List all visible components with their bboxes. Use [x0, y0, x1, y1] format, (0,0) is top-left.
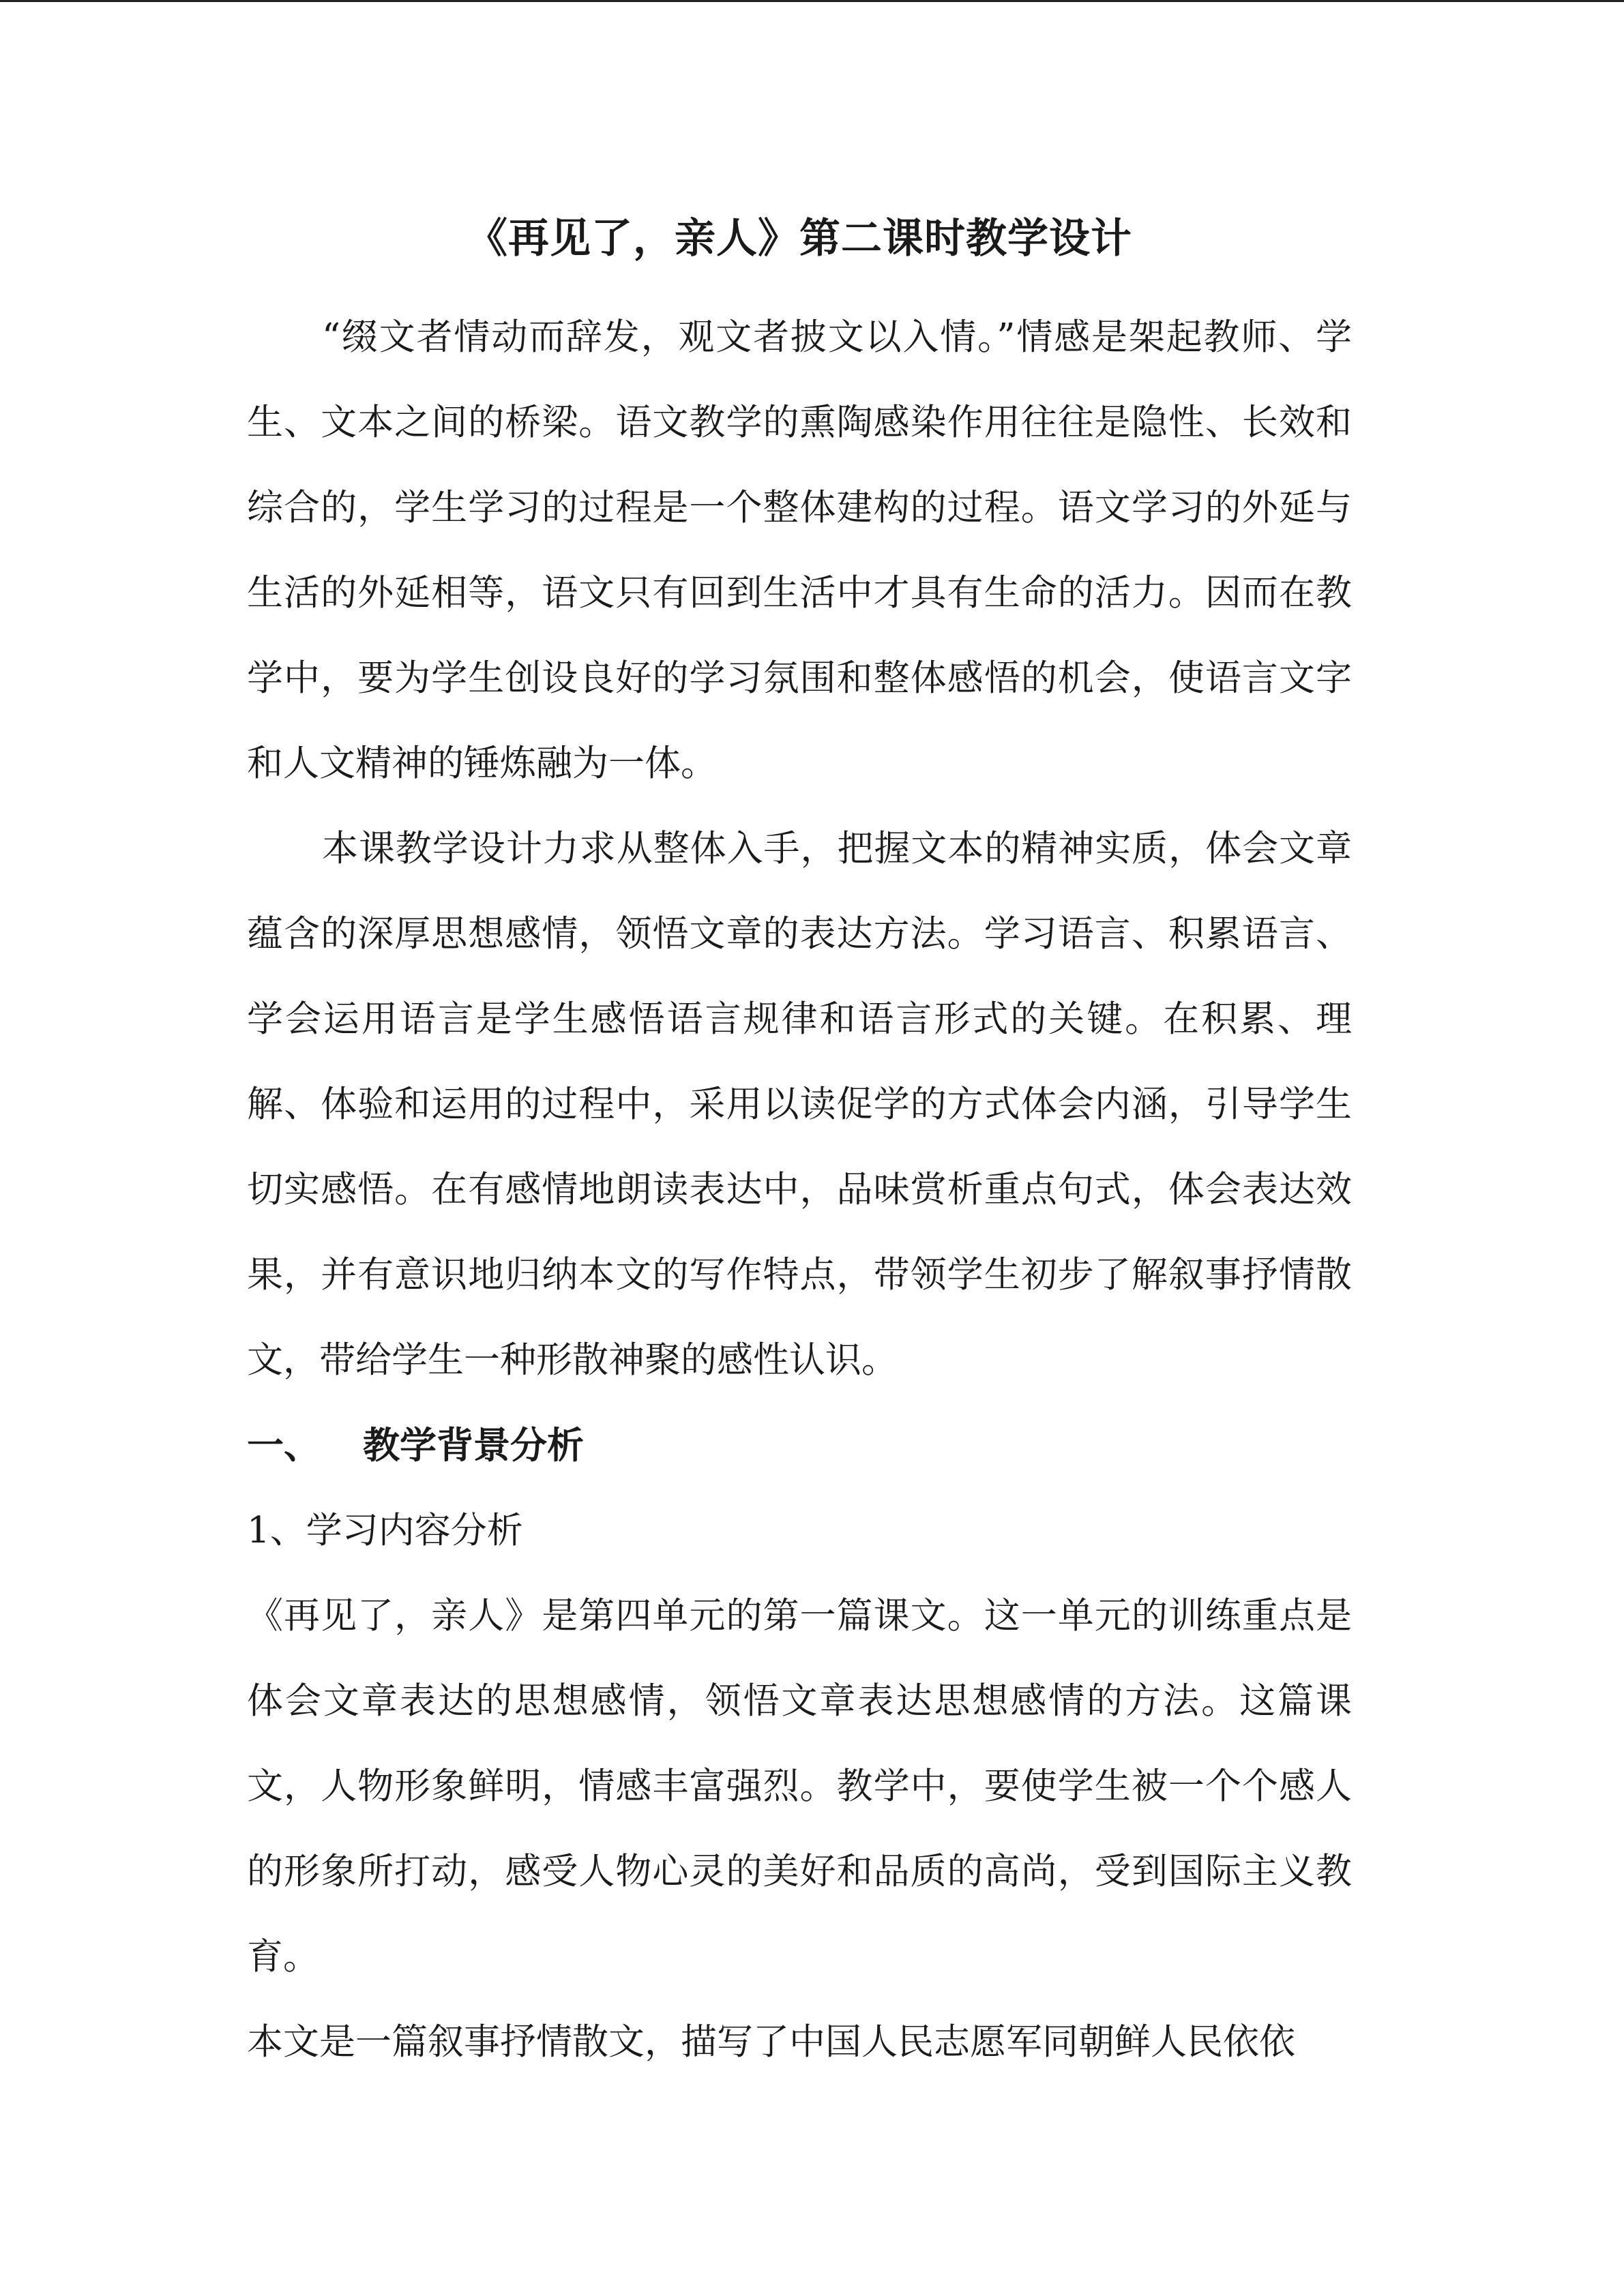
section-paragraph-2: 本文是一篇叙事抒情散文，描写了中国人民志愿军同朝鲜人民依依	[247, 2021, 1295, 2063]
section-number: 一、	[247, 1424, 321, 1467]
subsection-heading: 1、学习内容分析	[247, 1510, 523, 1551]
document-title: 《再见了，亲人》第二课时教学设计	[467, 215, 1132, 263]
document-body	[247, 205, 1352, 2085]
intro-paragraph-2: 本课教学设计力求从整体入手，把握文本的精神实质，体会文章蕴含的深厚思想感情，领悟文章的表达方法。学习语言、积累语言、学会运用语言是学生感悟语言规律和语言形式的关键。在积累、理解、体验和运用的过程中，采用以读促学的方式体会内涵，引导学生切实感悟。在有感情地朗读表达中，品味赏析重点句式，体会表达效果，并有意识地归纳本文的写作特点，带领学生初步了解叙事抒情散文，带给学生一种形散神聚的感性认识。	[247, 828, 1352, 1381]
section-paragraph-1: 《再见了，亲人》是第四单元的第一篇课文。这一单元的训练重点是体会文章表达的思想感情，领悟文章表达思想感情的方法。这篇课文，人物形象鲜明，情感丰富强烈。教学中，要使学生被一个个感人的形象所打动，感受人物心灵的美好和品质的高尚，受到国际主义教育。	[247, 1595, 1352, 1978]
section-heading	[247, 1403, 1352, 1488]
intro-paragraph-1: “缀文者情动而辞发，观文者披文以入情。”情感是架起教师、学生、文本之间的桥梁。语文教学的熏陶感染作用往往是隐性、长效和综合的，学生学习的过程是一个整体建构的过程。语文学习的外延与生活的外延相等，语文只有回到生活中才具有生命的活力。因而在教学中，要为学生创设良好的学习氛围和整体感悟的机会，使语言文字和人文精神的锤炼融为一体。	[247, 316, 1352, 784]
page-top-border	[0, 0, 1624, 2]
section-title: 教学背景分析	[363, 1424, 584, 1467]
